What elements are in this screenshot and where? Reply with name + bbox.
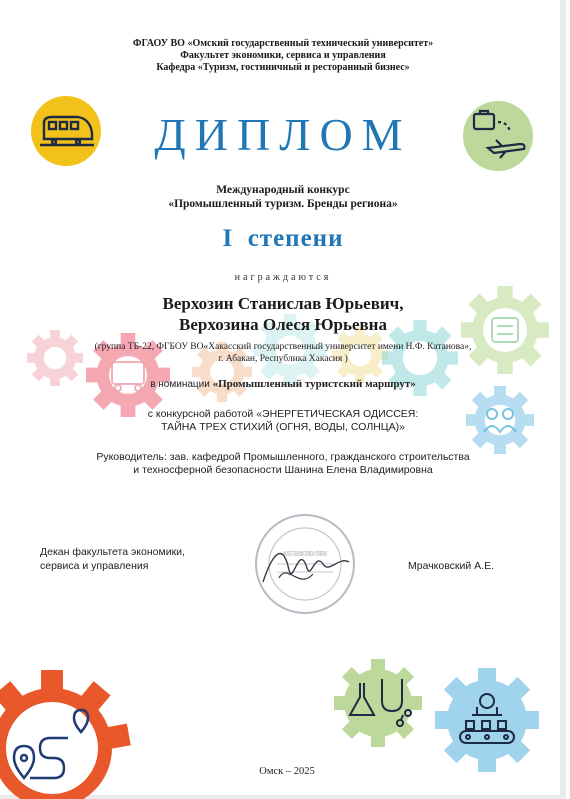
group-line-2: г. Абакан, Республика Хакасия ) [218, 354, 348, 364]
work-title-line-1: с конкурсной работой «ЭНЕРГЕТИЧЕСКАЯ ОДИССЕЯ: [147, 408, 419, 420]
conveyor-icon [432, 665, 542, 775]
faculty-line: Факультет экономики, сервиса и управления [180, 50, 386, 61]
recipient-name-2: Верхозина Олеся Юрьевна [179, 315, 387, 334]
group-line-1: (группа ТБ-22, ФГБОУ ВО«Хакасский государственный университет имени Н.Ф. Катанова», [94, 342, 472, 352]
leader-line-2: и техносферной безопасности Шанина Елена Владимировна [133, 464, 433, 476]
work-title-line-2: ТАЙНА ТРЕХ СТИХИЙ (ОГНЯ, ВОДЫ, СОЛНЦА)» [161, 421, 405, 433]
faculty-stamp [253, 512, 357, 616]
nomination-prefix: в номинации [150, 379, 213, 390]
dean-name: Мрачковский А.Е. [408, 560, 495, 572]
nomination-name: «Промышленный туристский маршрут» [212, 378, 416, 390]
awarded-label: награждаются [234, 272, 332, 283]
nomination-line [0, 378, 566, 390]
leader-line-1: Руководитель: зав. кафедрой Промышленного, гражданского строительства [96, 451, 470, 463]
dean-title-line-1: Декан факультета экономики, [40, 546, 185, 558]
dean-title-line-2: сервиса и управления [40, 560, 149, 572]
institution-line: ФГАОУ ВО «Омский государственный технический университет» [132, 38, 434, 49]
stamp-text: ФАКУЛЬТЕТ ЭКОНОМИКИ СЕРВИСА И УПРАВЛЕНИЯ [283, 551, 327, 558]
route-gear-icon [0, 668, 120, 799]
recipient-name-1: Верхозин Станислав Юрьевич, [162, 294, 404, 313]
city-year: Омск – 2025 [259, 766, 315, 777]
dean-title [40, 545, 185, 573]
contest-name: «Промышленный туризм. Бренды региона» [168, 198, 398, 210]
department-line: Кафедра «Туризм, гостиничный и ресторанный бизнес» [156, 62, 410, 73]
contest-type: Международный конкурс [216, 184, 350, 196]
chemistry-icon [330, 655, 426, 751]
diploma-title: ДИПЛОМ [154, 109, 412, 160]
degree-label: I степени [222, 225, 344, 252]
